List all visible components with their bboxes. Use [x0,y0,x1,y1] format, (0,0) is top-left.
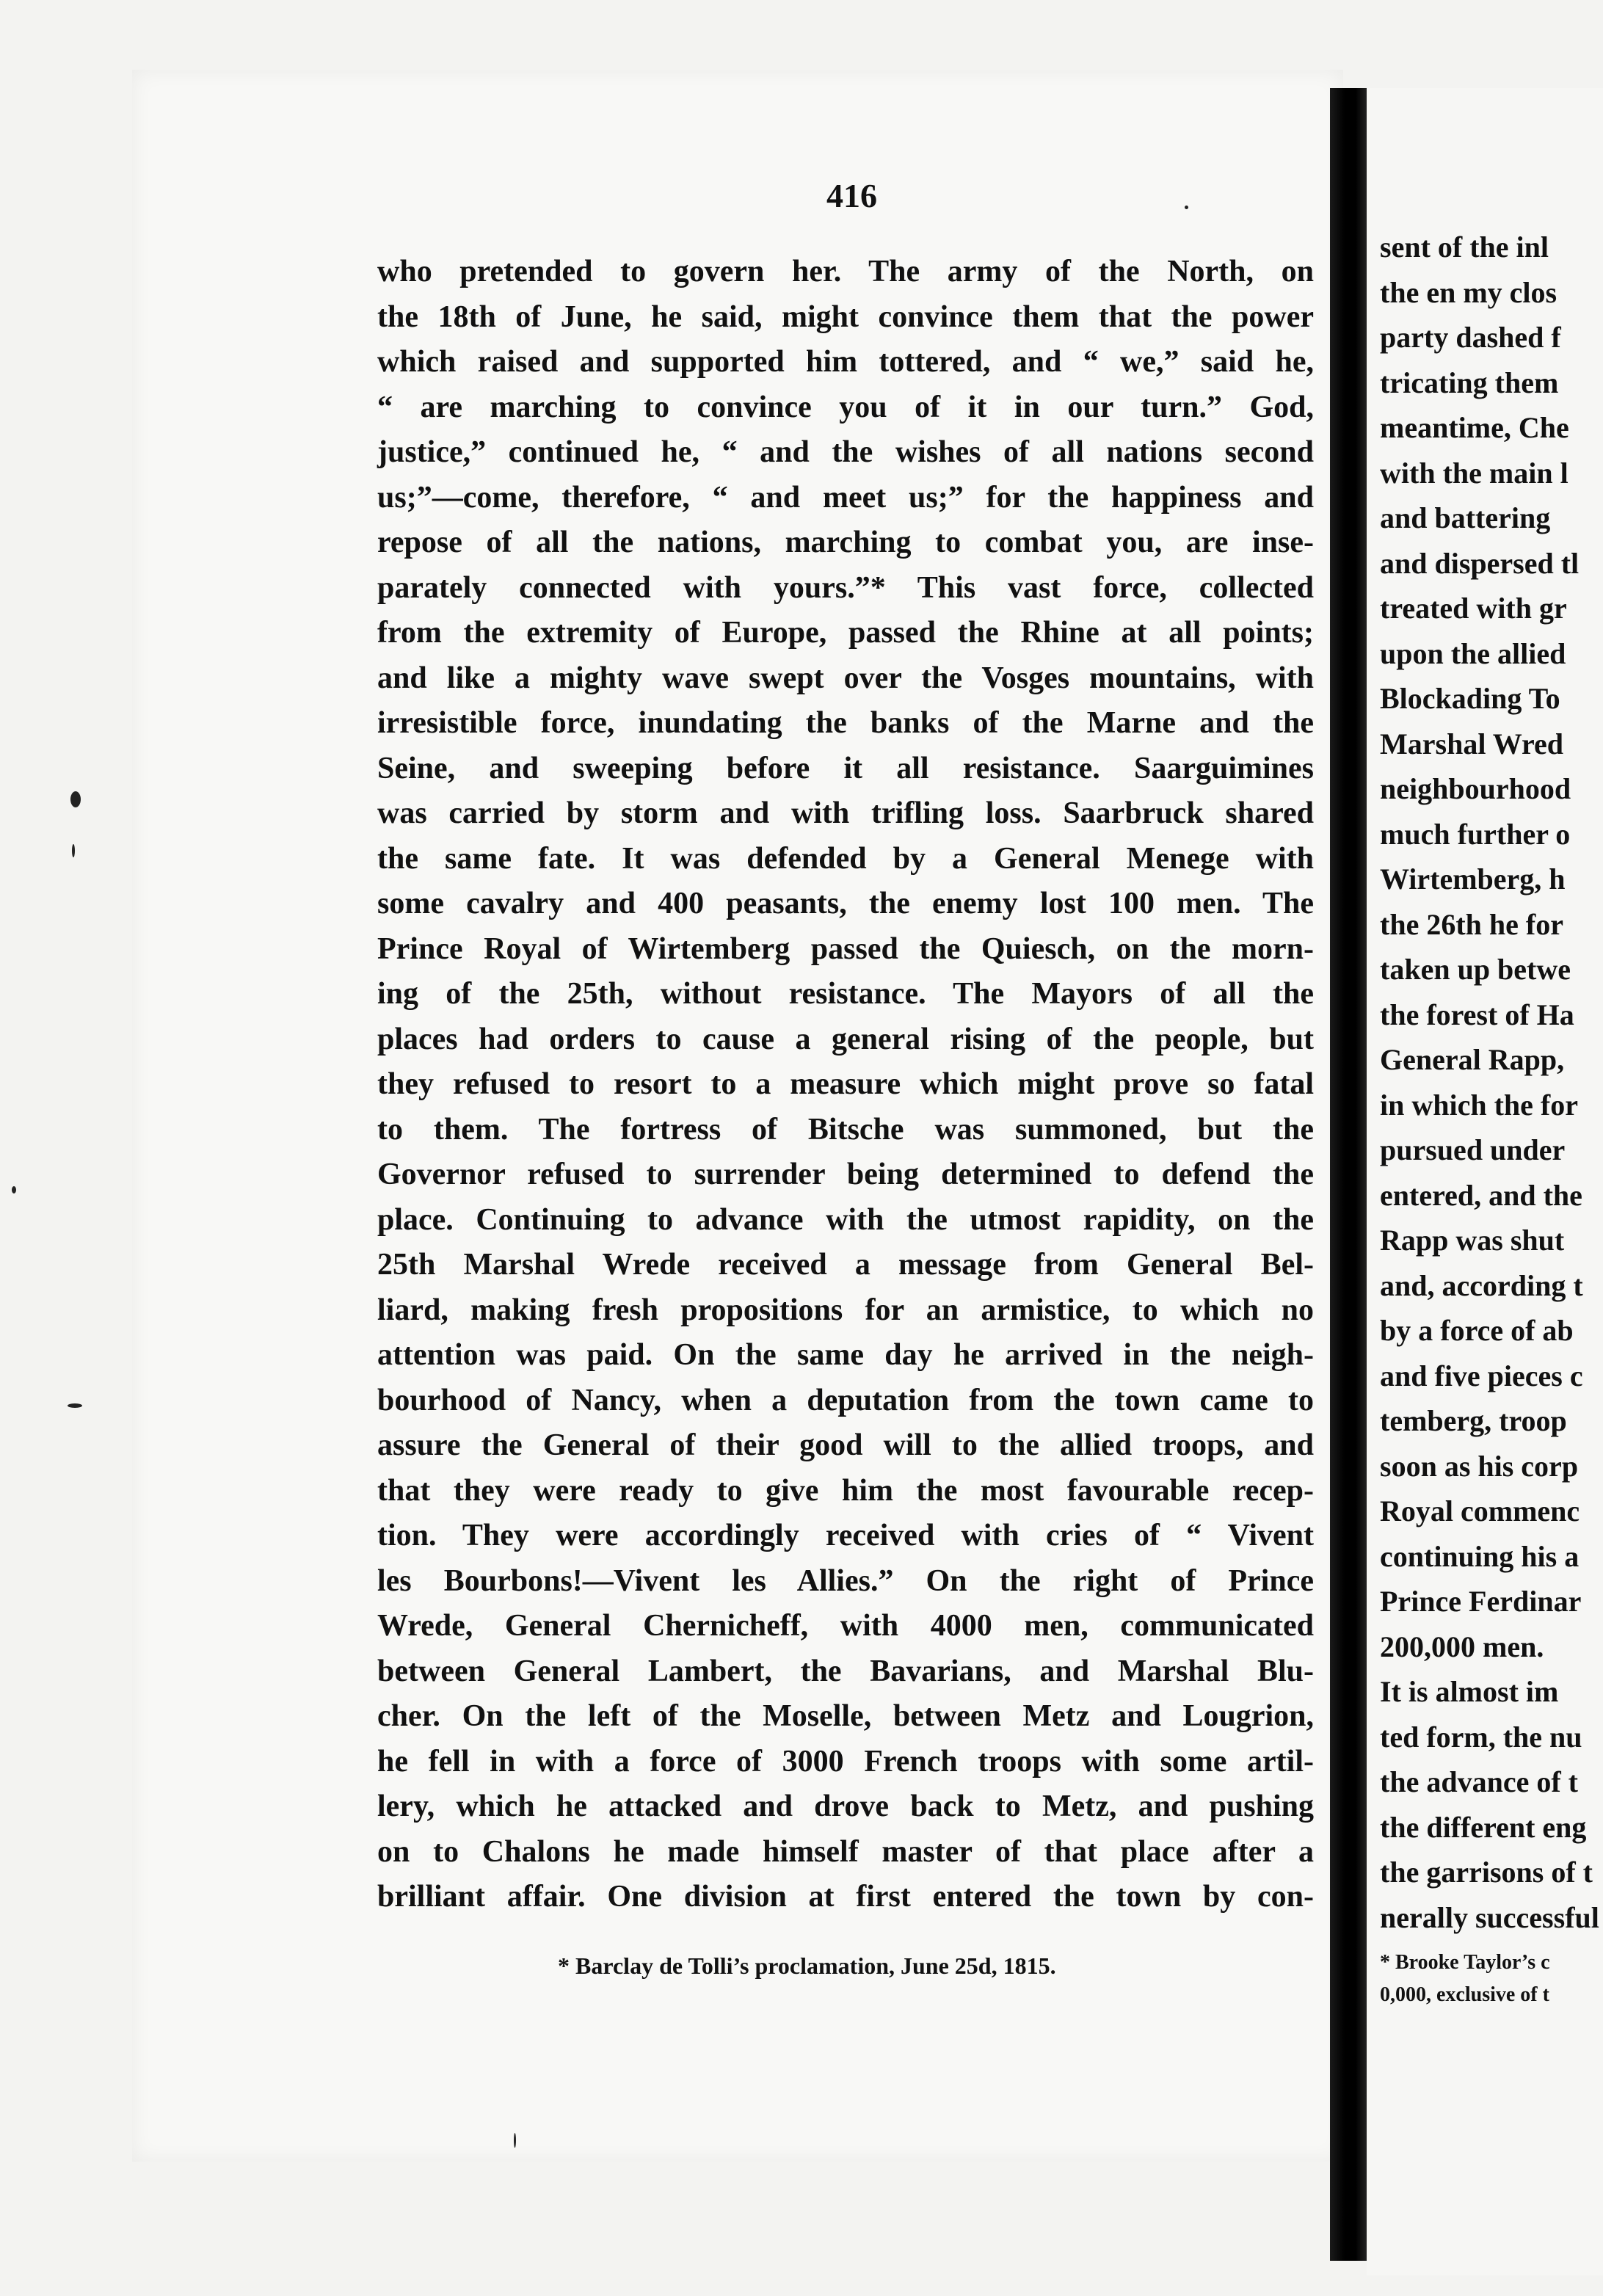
footnote: * Barclay de Tolli’s proclamation, June 25d, 1815. [558,1952,1056,1979]
text-line: the 18th of June, he said, might convince them that the power [377,299,1314,334]
margin-speck [70,791,81,807]
text-line: It is almost im [1380,1675,1559,1708]
text-line: much further o [1380,817,1571,851]
text-line: with the main l [1380,456,1569,490]
text-line: that they were ready to give him the most favourable recep- [377,1473,1314,1508]
text-line: the 26th he for [1380,907,1563,941]
text-line: tricating them [1380,366,1559,399]
text-line: attention was paid. On the same day he arrived in the neigh- [377,1338,1314,1372]
text-line: the advance of t [1380,1765,1578,1798]
margin-speck [12,1186,16,1194]
text-line: and like a mighty wave swept over the Vosges mountains, with [377,661,1314,695]
text-line: the forest of Ha [1380,998,1574,1031]
text-line: justice,” continued he, “ and the wishes of all nations second [377,435,1314,469]
text-line: Prince Ferdinar [1380,1585,1582,1618]
text-line: neighbourhood [1380,772,1571,805]
text-line: Blockading To [1380,682,1560,715]
right-page-text [1380,225,1603,1940]
text-line: the en my clos [1380,275,1557,309]
text-line: from the extremity of Europe, passed the Rhine at all points; [377,616,1314,650]
text-line: brilliant affair. One division at first entered the town by con- [377,1880,1314,1914]
text-line: ing of the 25th, without resistance. The Mayors of all the [377,977,1314,1011]
text-line: Wirtemberg, h [1380,862,1566,895]
footnote-line: 0,000, exclusive of t [1380,1983,1549,2006]
book-gutter [1330,88,1367,2261]
text-line: by a force of ab [1380,1314,1574,1347]
text-line: entered, and the [1380,1178,1582,1212]
margin-speck [1185,206,1188,209]
text-line: taken up betwe [1380,953,1571,986]
text-line: Royal commenc [1380,1494,1580,1527]
text-line: party dashed f [1380,321,1561,354]
text-line: Wrede, General Chernicheff, with 4000 men, communicated [377,1609,1314,1643]
text-line: in which the for [1380,1088,1578,1122]
text-line: Seine, and sweeping before it all resistance. Saarguimines [377,751,1314,785]
text-line: was carried by storm and with trifling loss. Saarbruck shared [377,796,1314,830]
footnote-line: * Brooke Taylor’s c [1380,1951,1550,1974]
text-line: and dispersed tl [1380,546,1580,580]
text-line: upon the allied [1380,636,1566,670]
margin-speck [68,1403,82,1408]
page-number: 416 [826,177,877,214]
right-page-footnote [1380,1947,1550,2011]
text-line: the garrisons of t [1380,1856,1593,1889]
text-line: lery, which he attacked and drove back to Metz, and pushing [377,1790,1314,1823]
text-line: repose of all the nations, marching to combat you, are inse- [377,526,1314,559]
text-line: Governor refused to surrender being determined to defend the [377,1158,1314,1191]
text-line: Rapp was shut [1380,1224,1565,1257]
text-line: soon as his corp [1380,1449,1579,1483]
text-line: continuing his a [1380,1539,1580,1573]
text-line: to them. The fortress of Bitsche was summoned, but the [377,1112,1314,1147]
text-line: and battering [1380,501,1551,534]
text-line: some cavalry and 400 peasants, the enemy lost 100 men. The [377,887,1314,920]
text-line: sent of the inl [1380,230,1549,264]
text-line: General Rapp, [1380,1043,1565,1076]
text-line: assure the General of their good will to the allied troops, and [377,1428,1314,1462]
text-line: the same fate. It was defended by a General Menege with [377,841,1314,876]
text-line: Prince Royal of Wirtemberg passed the Quiesch, on the morn- [377,931,1314,966]
text-line: the different eng [1380,1810,1587,1844]
text-line: liard, making fresh propositions for an armistice, to which no [377,1293,1314,1327]
text-line: Marshal Wred [1380,727,1564,760]
text-line: temberg, troop [1380,1404,1567,1437]
text-line: 200,000 men. [1380,1630,1544,1663]
text-line: they refused to resort to a measure which might prove so fatal [377,1067,1314,1101]
text-line: on to Chalons he made himself master of that place after a [377,1834,1314,1869]
text-line: place. Continuing to advance with the utmost rapidity, on the [377,1202,1314,1237]
text-line: which raised and supported him tottered, and “ we,” said he, [377,345,1314,379]
text-line: us;”—come, therefore, “ and meet us;” for the happiness and [377,480,1314,515]
text-line: cher. On the left of the Moselle, between Metz and Lougrion, [377,1699,1314,1733]
text-line: tion. They were accordingly received with cries of “ Vivent [377,1519,1314,1552]
text-line: and, according t [1380,1268,1583,1302]
text-line: who pretended to govern her. The army of the North, on [377,255,1314,288]
text-line: between General Lambert, the Bavarians, and Marshal Blu- [377,1654,1314,1688]
text-line: ted form, the nu [1380,1720,1582,1754]
text-line: nerally successful [1380,1900,1599,1934]
text-line: places had orders to cause a general rising of the people, but [377,1022,1314,1056]
text-line: he fell in with a force of 3000 French troops with some artil- [377,1744,1314,1779]
text-line: les Bourbons!—Vivent les Allies.” On the right of Prince [377,1563,1314,1598]
margin-speck [72,844,75,857]
text-line: parately connected with yours.”* This vast force, collected [377,570,1314,605]
text-line: “ are marching to convince you of it in our turn.” God, [377,390,1314,424]
text-line: pursued under [1380,1133,1566,1166]
text-line: bourhood of Nancy, when a deputation from the town came to [377,1383,1314,1417]
text-line: meantime, Che [1380,411,1569,444]
body-text [377,250,1314,1920]
text-line: and five pieces c [1380,1359,1583,1392]
margin-speck [514,2133,516,2148]
text-line: treated with gr [1380,592,1567,625]
text-line: 25th Marshal Wrede received a message from General Bel- [377,1248,1314,1282]
text-line: irresistible force, inundating the banks of the Marne and the [377,706,1314,740]
